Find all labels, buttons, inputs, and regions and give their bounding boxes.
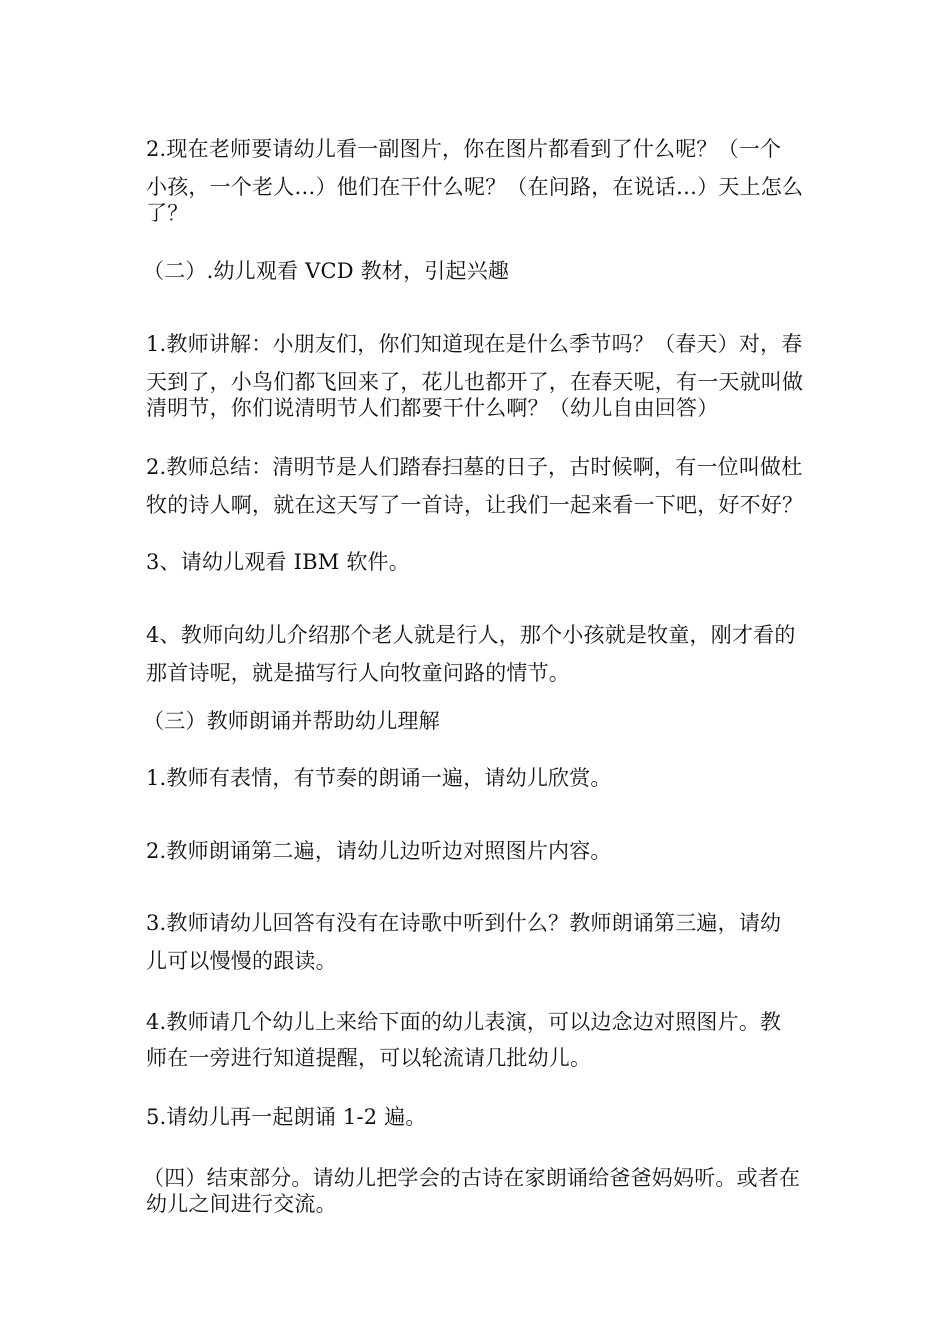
paragraph-1-line-2: 小孩，一个老人…）他们在干什么呢？（在问路，在说话…）天上怎么 <box>146 175 804 199</box>
paragraph-8-line-1: 1.教师有表情，有节奏的朗诵一遍，请幼儿欣赏。 <box>146 766 612 790</box>
section-heading-3: （三）教师朗诵并帮助幼儿理解 <box>143 709 440 733</box>
paragraph-9-line-1: 2.教师朗诵第二遍，请幼儿边听边对照图片内容。 <box>146 839 612 863</box>
paragraph-10-line-1: 3.教师请幼儿回答有没有在诗歌中听到什么？教师朗诵第三遍，请幼 <box>146 911 782 935</box>
section-heading-2: （二）.幼儿观看 VCD 教材，引起兴趣 <box>143 259 510 283</box>
paragraph-10-line-2: 儿可以慢慢的跟读。 <box>146 949 337 973</box>
paragraph-13-line-1: （四）结束部分。请幼儿把学会的古诗在家朗诵给爸爸妈妈听。或者在 <box>143 1166 801 1190</box>
paragraph-5-line-1: 3、请幼儿观看 IBM 软件。 <box>146 550 410 574</box>
paragraph-1-line-3: 了？ <box>146 201 189 225</box>
paragraph-11-line-2: 师在一旁进行知道提醒，可以轮流请几批幼儿。 <box>146 1046 592 1070</box>
paragraph-13-line-2: 幼儿之间进行交流。 <box>146 1192 337 1216</box>
paragraph-6-line-1: 4、教师向幼儿介绍那个老人就是行人，那个小孩就是牧童，刚才看的 <box>146 623 796 647</box>
paragraph-1-line-1: 2.现在老师要请幼儿看一副图片，你在图片都看到了什么呢？（一个 <box>146 137 782 161</box>
paragraph-11-line-1: 4.教师请几个幼儿上来给下面的幼儿表演，可以边念边对照图片。教 <box>146 1010 782 1034</box>
paragraph-3-line-3: 清明节，你们说清明节人们都要干什么啊？（幼儿自由回答） <box>146 396 719 420</box>
paragraph-4-line-1: 2.教师总结：清明节是人们踏春扫墓的日子，古时候啊，有一位叫做杜 <box>146 455 803 479</box>
paragraph-3-line-1: 1.教师讲解：小朋友们，你们知道现在是什么季节吗？（春天）对，春 <box>146 332 803 356</box>
paragraph-12-line-1: 5.请幼儿再一起朗诵 1-2 遍。 <box>146 1105 427 1129</box>
paragraph-4-line-2: 牧的诗人啊，就在这天写了一首诗，让我们一起来看一下吧，好不好？ <box>146 493 804 517</box>
paragraph-6-line-2: 那首诗呢，就是描写行人向牧童问路的情节。 <box>146 661 570 685</box>
paragraph-3-line-2: 天到了，小鸟们都飞回来了，花儿也都开了，在春天呢，有一天就叫做 <box>146 370 804 394</box>
